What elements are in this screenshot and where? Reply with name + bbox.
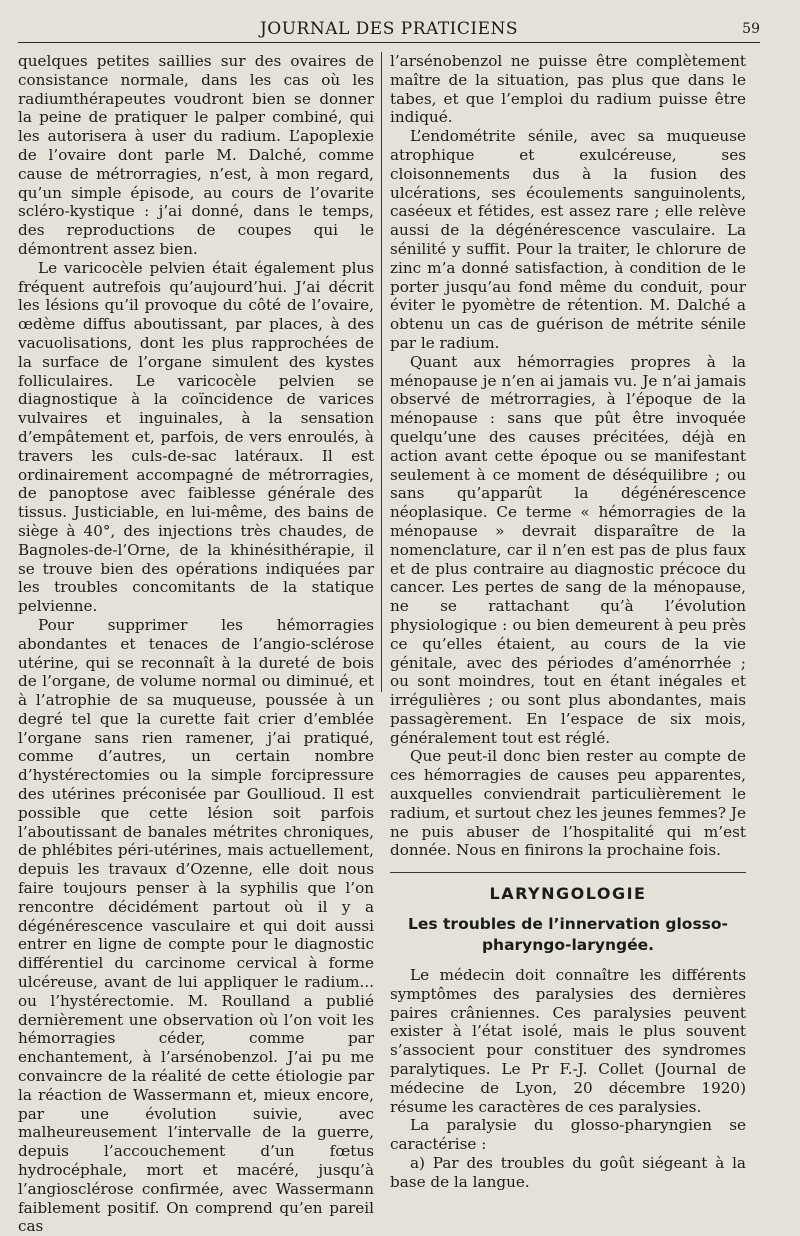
right-paragraph-1: l’arsénobenzol ne puisse être complètement maître de la situation, pas plus que dans le tabes, et que l’emploi du radium puisse être indiqué.	[390, 52, 746, 127]
right-paragraph-6: La paralysie du glosso-pharyngien se caractérise :	[390, 1116, 746, 1154]
right-paragraph-4: Que peut-il donc bien rester au compte de ces hémorragies de causes peu apparentes, auxquelles conviendrait particulièrement le radium, et surtout chez les jeunes femmes? Je ne puis abuser de l’hospitalité qui m’est donnée. Nous en finirons la prochaine fois.	[390, 747, 746, 860]
journal-title: JOURNAL DES PRATICIENS	[259, 19, 519, 39]
left-paragraph-3: Pour supprimer les hémorragies abondantes et tenaces de l’angio-sclérose utérine, qui se reconnaît à la dureté de bois de l’organe, de volume normal ou diminué, et à l’atrophie de sa muqueuse, poussée à un degré tel que la curette fait crier d’emblée l’organe sans rien ramener, j’ai pratiqué, comme d’autres, un certain nombre d’hystérectomies ou la simple forcipressure des utérines préconisée par Goullioud. Il est possible que cette lésion soit parfois l’aboutissant de banales métrites chroniques, de phlébites péri-utérines, mais actuellement, depuis les travaux d’Ozenne, elle doit nous faire toujours penser à la syphilis que l’on rencontre décidément partout où il y a dégénérescence vasculaire et qui doit aussi entrer en ligne de compte pour le diagnostic différentiel du carcinome cervical à forme ulcéreuse, avant de lui appliquer le radium... ou l’hystérectomie. M. Roulland a publié dernièrement une observation où l’on voit les hémorragies céder, comme par enchantement, à l’arsénobenzol. J’ai pu me convaincre de la réalité de cette étiologie par la réaction de Wassermann et, mieux encore, par une évolution suivie, avec malheureusement l’intervalle de la guerre, depuis l’accouchement d’un fœtus hydrocéphale, mort et macéré, jusqu’à l’angiosclérose confirmée, avec Wassermann faiblement positif. On comprend qu’en pareil cas	[18, 615, 374, 1236]
right-column	[390, 52, 746, 1192]
left-column	[18, 52, 374, 1236]
section-title: LARYNGOLOGIE	[489, 884, 647, 904]
section-separator	[390, 872, 746, 873]
right-paragraph-5: Le médecin doit connaître les différents symptômes des paralysies des dernières paires crâniennes. Ces paralysies peuvent exister à l’état isolé, mais le plus souvent s’associent pour constituer des syndromes paralytiques. Le Pr F.-J. Collet (Journal de médecine de Lyon, 20 décembre 1920) résume les caractères de ces paralysies.	[390, 966, 746, 1116]
page-header	[18, 16, 760, 43]
article-title: Les troubles de l’innervation glosso-pharyngo-laryngée.	[408, 915, 728, 955]
page-number: 59	[742, 21, 760, 37]
column-divider	[381, 52, 382, 692]
left-paragraph-1: quelques petites saillies sur des ovaires de consistance normale, dans les cas où les radiumthérapeutes voudront bien se donner la peine de pratiquer le palper combiné, qui les autorisera à user du radium. L’apoplexie de l’ovaire dont parle M. Dalché, comme cause de métrorragies, n’est, à mon regard, qu’un simple épisode, au cours de l’ovarite scléro-kystique : j’ai donné, dans le temps, des reproductions de coupes qui le démontrent assez bien.	[18, 52, 374, 258]
right-paragraph-2: L’endométrite sénile, avec sa muqueuse atrophique et exulcéreuse, ses cloisonnements dus à la fusion des ulcérations, ses écoulements sanguinolents, caséeux et fétides, est assez rare ; elle relève aussi de la dégénérescence vasculaire. La sénilité y suffit. Pour la traiter, le chlorure de zinc m’a donné satisfaction, à condition de le porter jusqu’au fond même du conduit, pour éviter le pyomètre de rétention. M. Dalché a obtenu un cas de guérison de métrite sénile par le radium.	[390, 127, 746, 352]
right-paragraph-3: Quant aux hémorragies propres à la ménopause je n’en ai jamais vu. Je n’ai jamais observé de métrorragies, à l’époque de la ménopause : sans que pût être invoquée quelqu’une des causes précitées, déjà en action avant cette époque ou se manifestant seulement à ce moment de déséquilibre ; ou sans qu’apparût la dégénérescence néoplasique. Ce terme « hémorragies de la ménopause » devrait disparaître de la nomenclature, car il n’en est pas de plus faux et de plus contraire au diagnostic précoce du cancer. Les pertes de sang de la ménopause, ne se rattachant qu’à l’évolution physiologique : ou bien demeurent à peu près ce qu’elles étaient, au cours de la vie génitale, avec des périodes d’aménorrhée ; ou sont moindres, tout en étant inégales et irrégulières ; ou sont plus abondantes, mais passagèrement. En l’espace de six mois, généralement tout est réglé.	[390, 352, 746, 747]
left-paragraph-2: Le varicocèle pelvien était également plus fréquent autrefois qu’aujourd’hui. J’ai décrit les lésions qu’il provoque du côté de l’ovaire, œdème diffus aboutissant, par places, à des vacuolisations, dont les plus rapprochées de la surface de l’organe simulent des kystes folliculaires. Le varicocèle pelvien se diagnostique à la coïncidence de varices vulvaires et inguinales, à la sensation d’empâtement et, parfois, de vers enroulés, à travers les culs-de-sac latéraux. Il est ordinairement accompagné de métrorragies, de panoptose avec faiblesse générale des tissus. Justiciable, en lui-même, des bains de siège à 40°, des injections très chaudes, de Bagnoles-de-l’Orne, de la khinésithérapie, il se trouve bien des opérations indiquées par les troubles concomitants de la statique pelvienne.	[18, 258, 374, 616]
right-paragraph-7: a) Par des troubles du goût siégeant à la base de la langue.	[390, 1154, 746, 1191]
